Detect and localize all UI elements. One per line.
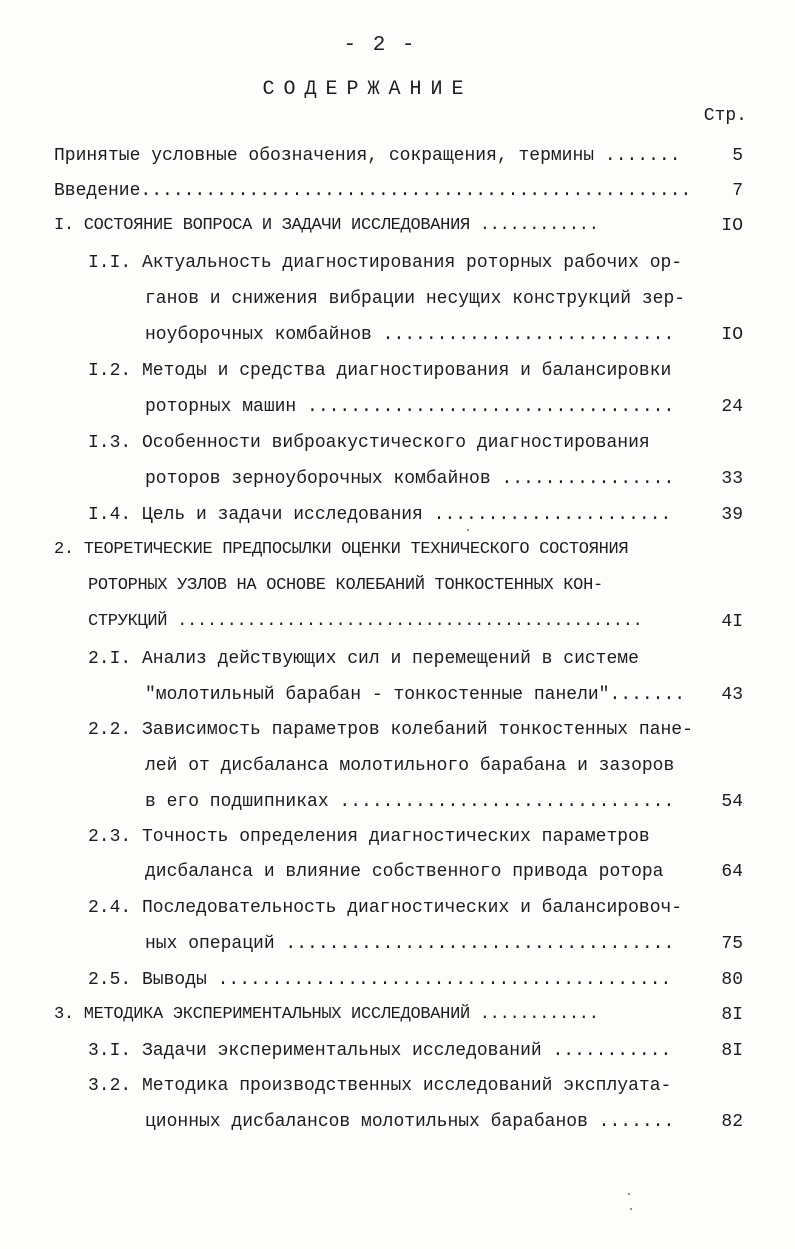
toc-line: роторных машин .................................. — [145, 397, 675, 417]
toc-page-ref: 54 — [721, 792, 743, 812]
page-column-label: Стр. — [703, 106, 747, 126]
scan-speck — [630, 1208, 632, 1210]
toc-page-ref: 64 — [721, 862, 743, 882]
toc-page-ref: 75 — [721, 934, 743, 954]
toc-line: лей от дисбаланса молотильного барабана и зазоров — [145, 756, 675, 776]
toc-page-ref: 4I — [721, 612, 743, 632]
toc-page-ref: 24 — [721, 397, 743, 417]
toc-line: 2.4. Последовательность диагностических и балансировоч- — [88, 898, 683, 918]
toc-line: в его подшипниках ............................... — [145, 792, 675, 812]
toc-line: ных операций .................................... — [145, 934, 675, 954]
toc-line: I.I. Актуальность диагностирования роторных рабочих ор- — [88, 253, 683, 273]
page-number: - 2 - — [343, 34, 417, 57]
toc-page-ref: 5 — [732, 146, 743, 166]
scan-speck — [467, 529, 469, 531]
toc-chapter-line: 3. МЕТОДИКА ЭКСПЕРИМЕНТАЛЬНЫХ ИССЛЕДОВАНИЙ ............ — [54, 1005, 599, 1024]
toc-line: Введение................................................... — [54, 181, 692, 201]
toc-page-ref: 33 — [721, 469, 743, 489]
toc-line: роторов зерноуборочных комбайнов ................ — [145, 469, 675, 489]
toc-line: I.4. Цель и задачи исследования ...................... — [88, 505, 672, 525]
toc-line: 3.I. Задачи экспериментальных исследований ........... — [88, 1041, 672, 1061]
toc-line: ганов и снижения вибрации несущих конструкций зер- — [145, 289, 686, 309]
scan-speck — [628, 1193, 630, 1195]
toc-line: ноуборочных комбайнов ........................... — [145, 325, 675, 345]
toc-chapter-line: РОТОРНЫХ УЗЛОВ НА ОСНОВЕ КОЛЕБАНИЙ ТОНКОСТЕННЫХ КОН- — [88, 576, 603, 595]
toc-page-ref: 39 — [721, 505, 743, 525]
toc-line: 3.2. Методика производственных исследований эксплуата- — [88, 1076, 672, 1096]
toc-line: Принятые условные обозначения, сокращения, термины ....... — [54, 146, 681, 166]
toc-page-ref: 43 — [721, 685, 743, 705]
toc-line: 2.I. Анализ действующих сил и перемещений в системе — [88, 649, 639, 669]
toc-chapter-line: 2. ТЕОРЕТИЧЕСКИЕ ПРЕДПОСЫЛКИ ОЦЕНКИ ТЕХНИЧЕСКОГО СОСТОЯНИЯ — [54, 540, 629, 559]
toc-line: I.3. Особенности виброакустического диагностирования — [88, 433, 650, 453]
toc-line: "молотильный барабан - тонкостенные панели"....... — [145, 685, 686, 705]
toc-chapter-line: СТРУКЦИЙ ............................................... — [88, 612, 643, 631]
toc-page-ref: 7 — [732, 181, 743, 201]
page-title: СОДЕРЖАНИЕ — [262, 78, 473, 101]
toc-line: 2.5. Выводы .......................................... — [88, 970, 672, 990]
toc-chapter-line: I. СОСТОЯНИЕ ВОПРОСА И ЗАДАЧИ ИССЛЕДОВАНИЯ ............ — [54, 216, 599, 235]
toc-line: 2.3. Точность определения диагностических параметров — [88, 827, 650, 847]
toc-line: I.2. Методы и средства диагностирования и балансировки — [88, 361, 672, 381]
toc-line: ционных дисбалансов молотильных барабанов ....... — [145, 1112, 675, 1132]
toc-line: дисбаланса и влияние собственного привода ротора — [145, 862, 664, 882]
toc-page-ref: 80 — [721, 970, 743, 990]
toc-page-ref: IO — [721, 216, 743, 236]
toc-page-ref: 82 — [721, 1112, 743, 1132]
toc-page-ref: 8I — [721, 1041, 743, 1061]
toc-page-ref: 8I — [721, 1005, 743, 1025]
toc-line: 2.2. Зависимость параметров колебаний тонкостенных пане- — [88, 720, 693, 740]
toc-page-ref: IO — [721, 325, 743, 345]
